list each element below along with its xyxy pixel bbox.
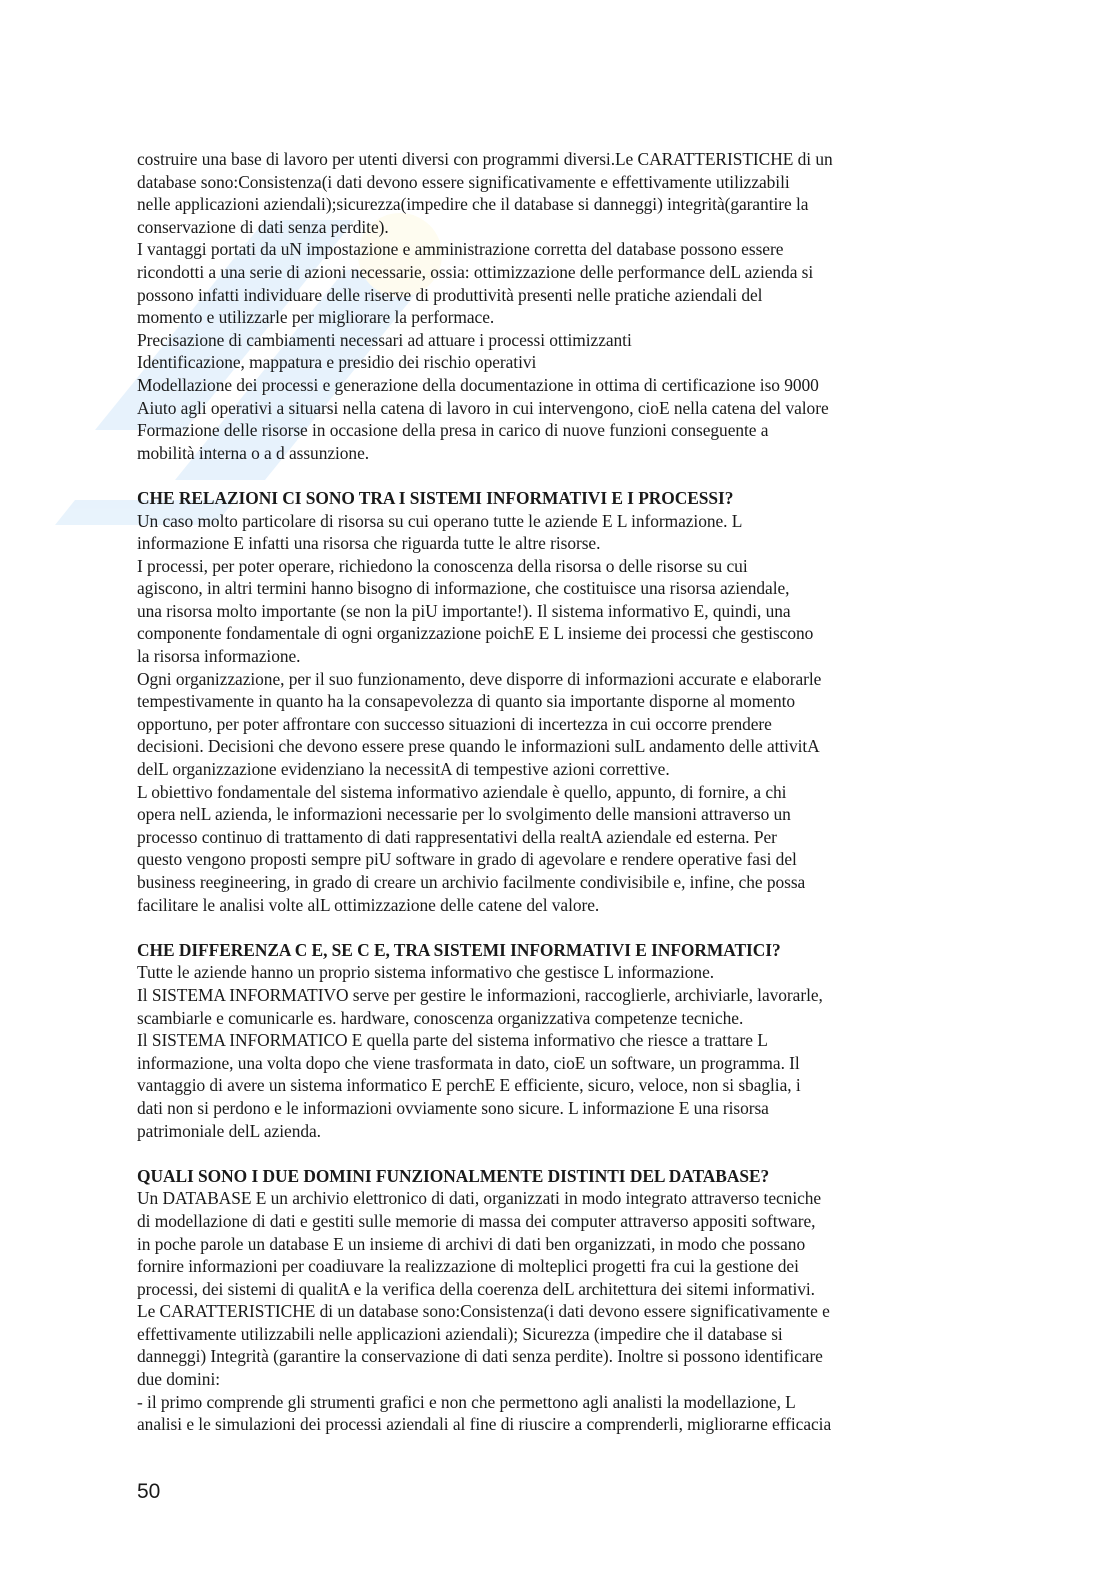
text-line: I vantaggi portati da uN impostazione e amministrazione corretta del database possono essere: [137, 239, 784, 260]
text-line: opera nelL azienda, le informazioni necessarie per lo svolgimento delle mansioni attraverso un: [137, 804, 791, 825]
text-line: dati non si perdono e le informazioni ovviamente sono sicure. L informazione E una risorsa: [137, 1097, 769, 1118]
text-line: Formazione delle risorse in occasione della presa in carico di nuove funzioni conseguente a: [137, 420, 769, 441]
text-line: vantaggio di avere un sistema informatico E perchE E efficiente, sicuro, veloce, non si sbaglia, i: [137, 1075, 801, 1096]
text-line: costruire una base di lavoro per utenti diversi con programmi diversi.Le CARATTERISTICHE di un: [137, 149, 833, 169]
text-line: Il SISTEMA INFORMATICO E quella parte del sistema informativo che riesce a trattare L: [137, 1030, 768, 1051]
text-line: nelle applicazioni aziendali);sicurezza(impedire che il database si danneggi) integrità(garantire la: [137, 194, 809, 215]
text-line: opportuno, per poter affrontare con successo situazioni di incertezza in cui occorre prendere: [137, 713, 772, 734]
document-body: [137, 148, 977, 1436]
text-line: Precisazione di cambiamenti necessari ad attuare i processi ottimizzanti: [137, 329, 632, 350]
text-line: Un DATABASE E un archivio elettronico di dati, organizzati in modo integrato attraverso tecniche: [137, 1188, 822, 1209]
text-line: Tutte le aziende hanno un proprio sistema informativo che gestisce L informazione.: [137, 962, 715, 983]
page-number: 50: [137, 1480, 161, 1503]
text-line: conservazione di dati senza perdite).: [137, 216, 389, 237]
text-line: L obiettivo fondamentale del sistema informativo aziendale è quello, appunto, di fornire, a chi: [137, 781, 787, 802]
text-line: scambiarle e comunicarle es. hardware, conoscenza organizzativa competenze tecniche.: [137, 1007, 744, 1028]
section-intro: [137, 148, 977, 464]
text-line: agiscono, in altri termini hanno bisogno di informazione, che costituisce una risorsa aziendale,: [137, 578, 790, 599]
text-line: la risorsa informazione.: [137, 646, 301, 667]
text-line: ricondotti a una serie di azioni necessarie, ossia: ottimizzazione delle performance delL azienda si: [137, 261, 814, 282]
text-line: di modellazione di dati e gestiti sulle memorie di massa dei computer attraverso appositi software,: [137, 1210, 816, 1231]
text-line: - il primo comprende gli strumenti grafici e non che permettono agli analisti la modellazione, L: [137, 1391, 796, 1412]
text-line: facilitare le analisi volte alL ottimizzazione delle catene del valore.: [137, 894, 600, 915]
text-line: business reegineering, in grado di creare un archivio facilmente condivisibile e, infine, che possa: [137, 872, 806, 892]
text-line: questo vengono proposti sempre piU software in grado di agevolare e rendere operative fasi del: [137, 849, 797, 870]
paragraph-gap: [137, 464, 977, 487]
paragraph-gap: [137, 916, 977, 939]
text-line: Identificazione, mappatura e presidio dei rischio operativi: [137, 352, 537, 373]
section-heading: QUALI SONO I DUE DOMINI FUNZIONALMENTE DISTINTI DEL DATABASE?: [137, 1165, 770, 1186]
text-line: Ogni organizzazione, per il suo funzionamento, deve disporre di informazioni accurate e elaborarle: [137, 668, 822, 689]
section-domini: [137, 1165, 977, 1436]
text-line: Un caso molto particolare di risorsa su cui operano tutte le aziende E L informazione. L: [137, 510, 743, 531]
text-line: analisi e le simulazioni dei processi aziendali al fine di riuscire a comprenderli, migliorarne efficacia: [137, 1414, 832, 1435]
text-line: fornire informazioni per coadiuvare la realizzazione di molteplici progetti fra cui la gestione dei: [137, 1256, 799, 1277]
text-line: decisioni. Decisioni che devono essere prese quando le informazioni sulL andamento delle attivitA: [137, 736, 820, 757]
text-line: delL organizzazione evidenziano la necessitA di tempestive azioni correttive.: [137, 759, 670, 780]
text-line: tempestivamente in quanto ha la consapevolezza di quanto sia importante disporne al momento: [137, 691, 796, 712]
text-line: I processi, per poter operare, richiedono la conoscenza della risorsa o delle risorse su cui: [137, 555, 748, 576]
text-line: in poche parole un database E un insieme di archivi di dati ben organizzati, in modo che possano: [137, 1233, 806, 1254]
text-line: mobilità interna o a d assunzione.: [137, 442, 370, 463]
text-line: momento e utilizzarle per migliorare la performace.: [137, 307, 495, 328]
text-line: informazione E infatti una risorsa che riguarda tutte le altre risorse.: [137, 533, 601, 554]
text-line: effettivamente utilizzabili nelle applicazioni aziendali); Sicurezza (impedire che il database si: [137, 1323, 783, 1344]
text-line: processi, dei sistemi di qualitA e la verifica della coerenza delL architettura dei sitemi informativi.: [137, 1278, 815, 1299]
text-line: Il SISTEMA INFORMATIVO serve per gestire le informazioni, raccoglierle, archiviarle, lavorarle,: [137, 984, 823, 1005]
text-line: patrimoniale delL azienda.: [137, 1120, 321, 1141]
text-line: due domini:: [137, 1369, 221, 1390]
text-line: Aiuto agli operativi a situarsi nella catena di lavoro in cui intervengono, cioE nella catena del valore: [137, 397, 829, 418]
section-heading: CHE DIFFERENZA C E, SE C E, TRA SISTEMI INFORMATIVI E INFORMATICI?: [137, 939, 781, 960]
text-line: possono infatti individuare delle riserve di produttività presenti nelle pratiche aziendali del: [137, 284, 763, 305]
text-line: database sono:Consistenza(i dati devono essere significativamente e effettivamente utilizzabili: [137, 171, 790, 192]
section-heading: CHE RELAZIONI CI SONO TRA I SISTEMI INFORMATIVI E I PROCESSI?: [137, 487, 734, 508]
paragraph-gap: [137, 1142, 977, 1165]
text-line: informazione, una volta dopo che viene trasformata in dato, cioE un software, un programma. Il: [137, 1052, 800, 1073]
section-relazioni: [137, 487, 977, 916]
text-line: una risorsa molto importante (se non la piU importante!). Il sistema informativo E, quindi, una: [137, 600, 791, 621]
section-differenza: [137, 939, 977, 1142]
text-line: danneggi) Integrità (garantire la conservazione di dati senza perdite). Inoltre si possono identificare: [137, 1346, 823, 1367]
text-line: processo continuo di trattamento di dati rappresentativi della realtA aziendale ed esterna. Per: [137, 826, 777, 847]
text-line: Le CARATTERISTICHE di un database sono:Consistenza(i dati devono essere significativamente e: [137, 1301, 830, 1322]
text-line: componente fondamentale di ogni organizzazione poichE E L insieme dei processi che gestiscono: [137, 623, 814, 644]
text-line: Modellazione dei processi e generazione della documentazione in ottima di certificazione iso 9000: [137, 374, 819, 395]
